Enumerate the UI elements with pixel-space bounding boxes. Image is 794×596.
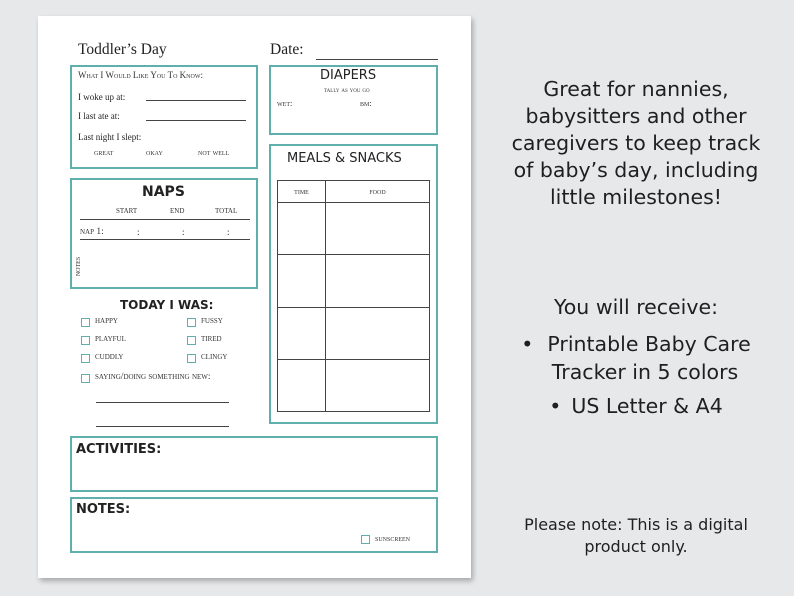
item2-text: US Letter & A4 xyxy=(571,394,723,418)
headline-line: caregivers to keep track xyxy=(511,131,761,155)
note-line-1: Please note: This is a digital xyxy=(524,515,748,534)
printable-sheet xyxy=(38,16,471,578)
today-heading: TODAY I WAS: xyxy=(120,298,214,312)
know-heading: What I Would Like You To Know: xyxy=(78,70,203,80)
checkbox-cuddly[interactable] xyxy=(81,354,90,363)
bullet-icon: • xyxy=(549,394,562,418)
mood-fussy: fussy xyxy=(201,316,223,326)
receive-item-1 xyxy=(496,330,776,386)
naps-notes-label: notes xyxy=(73,256,83,277)
bullet-icon: • xyxy=(521,332,534,356)
nap-colon-start: : xyxy=(137,227,140,237)
meals-table xyxy=(277,180,430,412)
note-line-2: product only. xyxy=(584,537,688,556)
promo-note xyxy=(496,514,776,558)
woke-up-line xyxy=(146,100,246,101)
headline-line: of baby’s day, including xyxy=(513,158,759,182)
activities-heading: ACTIVITIES: xyxy=(76,442,162,457)
field-slept: Last night I slept: xyxy=(78,132,142,142)
headline-line: Great for nannies, xyxy=(543,77,729,101)
mood-playful: playful xyxy=(95,334,126,344)
time-cell[interactable] xyxy=(278,307,326,359)
time-cell[interactable] xyxy=(278,359,326,411)
food-cell[interactable] xyxy=(326,307,430,359)
mood-tired: tired xyxy=(201,334,222,344)
table-row[interactable] xyxy=(278,307,430,359)
item1-line-1: Printable Baby Care xyxy=(547,332,751,356)
nap-colon-total: : xyxy=(227,227,230,237)
mood-happy: happy xyxy=(95,316,118,326)
food-cell[interactable] xyxy=(326,255,430,307)
field-woke-up: I woke up at: xyxy=(78,92,126,102)
mood-cuddly: cuddly xyxy=(95,352,124,362)
headline-line: babysitters and other xyxy=(525,104,747,128)
table-row[interactable] xyxy=(278,203,430,255)
something-new-label: saying/doing something new: xyxy=(95,372,211,382)
checkbox-playful[interactable] xyxy=(81,336,90,345)
naps-col-start: start xyxy=(116,206,138,216)
table-row[interactable] xyxy=(278,255,430,307)
date-line xyxy=(316,59,438,60)
sheet-title: Toddler’s Day xyxy=(78,41,167,58)
receive-heading: You will receive: xyxy=(553,295,719,319)
receive-item-2 xyxy=(496,394,776,418)
field-last-ate: I last ate at: xyxy=(78,111,120,121)
meals-header-row xyxy=(278,181,430,203)
rating-okay: okay xyxy=(146,147,163,157)
diapers-wet: wet: xyxy=(277,98,293,108)
item1-line-2: Tracker in 5 colors xyxy=(551,360,739,384)
last-ate-line xyxy=(146,120,246,121)
naps-col-total: total xyxy=(215,206,238,216)
headline-line: little milestones! xyxy=(549,185,723,209)
notes-heading: NOTES: xyxy=(76,502,131,517)
time-cell[interactable] xyxy=(278,255,326,307)
checkbox-something-new[interactable] xyxy=(81,374,90,383)
checkbox-tired[interactable] xyxy=(187,336,196,345)
naps-heading: NAPS xyxy=(142,184,185,200)
meals-col-time: time xyxy=(278,181,326,203)
checkbox-fussy[interactable] xyxy=(187,318,196,327)
promo-headline xyxy=(496,76,776,211)
diapers-subheading: tally as you go xyxy=(324,85,370,94)
rating-great: great xyxy=(94,147,114,157)
checkbox-clingy[interactable] xyxy=(187,354,196,363)
meals-heading: MEALS & SNACKS xyxy=(287,151,402,166)
table-row[interactable] xyxy=(278,359,430,411)
diapers-bm: bm: xyxy=(360,98,372,108)
food-cell[interactable] xyxy=(326,359,430,411)
nap-row-line xyxy=(80,239,250,240)
date-label: Date: xyxy=(270,41,304,58)
sunscreen-label: sunscreen xyxy=(375,533,411,543)
diapers-heading: DIAPERS xyxy=(320,68,377,83)
nap-colon-end: : xyxy=(182,227,185,237)
meals-col-food: food xyxy=(326,181,430,203)
naps-col-end: end xyxy=(170,206,185,216)
nap-row-label: nap 1: xyxy=(80,227,104,237)
something-new-line-2 xyxy=(96,426,229,427)
something-new-line-1 xyxy=(96,402,229,403)
checkbox-happy[interactable] xyxy=(81,318,90,327)
naps-header-line xyxy=(80,219,250,220)
time-cell[interactable] xyxy=(278,203,326,255)
mood-clingy: clingy xyxy=(201,352,228,362)
rating-not-well: not well xyxy=(198,147,230,157)
food-cell[interactable] xyxy=(326,203,430,255)
checkbox-sunscreen[interactable] xyxy=(361,535,370,544)
